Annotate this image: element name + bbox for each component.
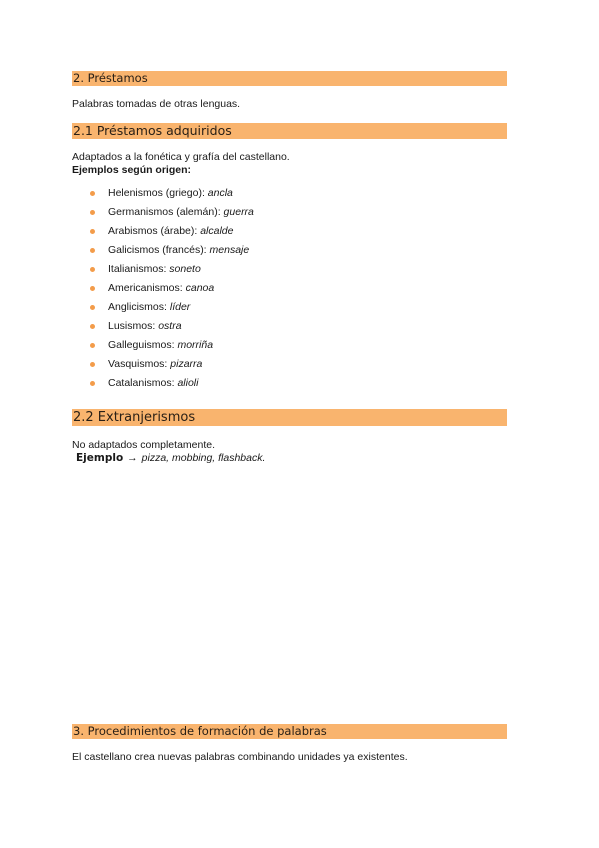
- bullet-icon: [90, 305, 95, 310]
- list-item: [90, 377, 254, 396]
- arrow-icon: →: [127, 452, 138, 464]
- section-intro-procedimientos: El castellano crea nuevas palabras combinando unidades ya existentes.: [72, 751, 408, 763]
- list-item: [90, 320, 254, 339]
- origin-label: Vasquismos:: [108, 358, 168, 370]
- origin-label: Lusismos:: [108, 320, 156, 332]
- origin-example: alioli: [177, 377, 199, 389]
- origin-example: ancla: [207, 187, 233, 199]
- origin-example: canoa: [185, 282, 215, 294]
- example-label: Ejemplo: [76, 452, 124, 464]
- origin-label: Italianismos:: [108, 263, 167, 275]
- bullet-icon: [90, 362, 95, 367]
- list-item: [90, 244, 254, 263]
- list-item: [90, 206, 254, 225]
- bullet-icon: [90, 381, 95, 386]
- bullet-icon: [90, 191, 95, 196]
- origin-label: Helenismos (griego):: [108, 187, 205, 199]
- origin-example: líder: [169, 301, 191, 313]
- subsection-intro-adquiridos: Adaptados a la fonética y grafía del castellano.: [72, 151, 290, 163]
- example-words: pizza, mobbing, flashback.: [141, 452, 266, 464]
- subsection-heading-prestamos-adquiridos: 2.1 Préstamos adquiridos: [72, 123, 507, 139]
- subsection-heading-extranjerismos: 2.2 Extranjerismos: [72, 409, 507, 426]
- origin-label: Arabismos (árabe):: [108, 225, 198, 237]
- extranjerismos-example-line: [76, 452, 265, 465]
- list-item: [90, 187, 254, 206]
- bullet-icon: [90, 324, 95, 329]
- origin-example: guerra: [223, 206, 254, 218]
- origin-label: Galicismos (francés):: [108, 244, 207, 256]
- origin-example: mensaje: [209, 244, 250, 256]
- subsection-intro-extranjerismos: No adaptados completamente.: [72, 439, 216, 451]
- bullet-icon: [90, 343, 95, 348]
- bullet-icon: [90, 229, 95, 234]
- bullet-icon: [90, 267, 95, 272]
- bullet-icon: [90, 210, 95, 215]
- origin-label: Catalanismos:: [108, 377, 175, 389]
- list-item: [90, 263, 254, 282]
- section-intro-prestamos: Palabras tomadas de otras lenguas.: [72, 98, 241, 110]
- origin-example: alcalde: [200, 225, 234, 237]
- origin-example: ostra: [158, 320, 182, 332]
- bullet-icon: [90, 248, 95, 253]
- list-item: [90, 358, 254, 377]
- list-item: [90, 282, 254, 301]
- origin-label: Anglicismos:: [108, 301, 167, 313]
- bullet-icon: [90, 286, 95, 291]
- list-item: [90, 339, 254, 358]
- list-item: [90, 301, 254, 320]
- origin-examples-list: [90, 187, 254, 396]
- list-item: [90, 225, 254, 244]
- origin-label: Galleguismos:: [108, 339, 175, 351]
- origin-example: pizarra: [170, 358, 203, 370]
- section-heading-procedimientos: 3. Procedimientos de formación de palabras: [72, 724, 507, 739]
- origin-label: Germanismos (alemán):: [108, 206, 221, 218]
- origin-example: soneto: [169, 263, 201, 275]
- section-heading-prestamos: 2. Préstamos: [72, 71, 507, 86]
- origin-example: morriña: [177, 339, 214, 351]
- examples-label: Ejemplos según origen:: [72, 164, 192, 176]
- origin-label: Americanismos:: [108, 282, 183, 294]
